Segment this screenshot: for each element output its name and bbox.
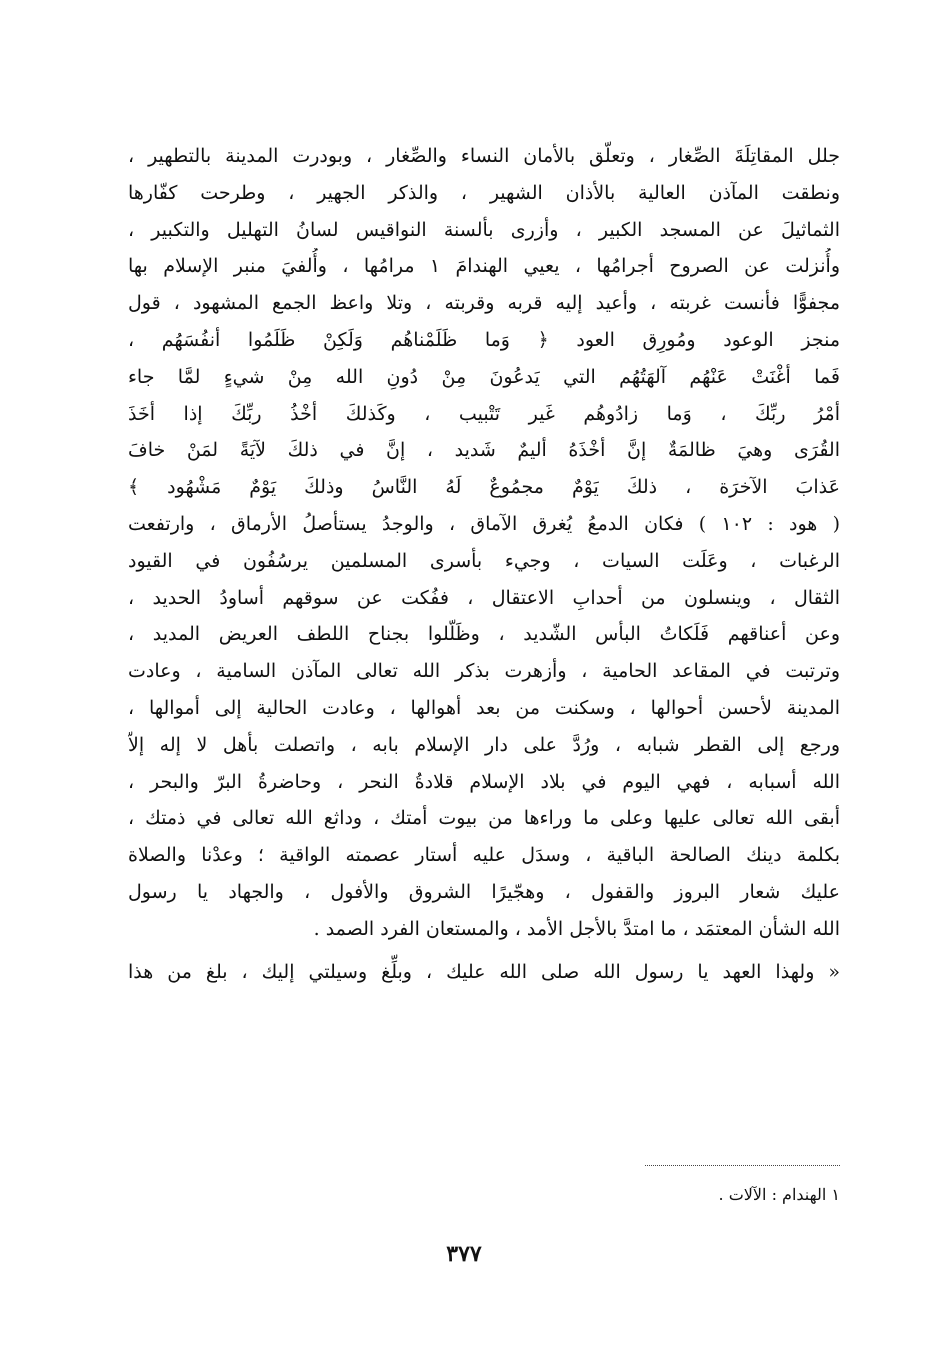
text-line: المدينة لأحسن أحوالها ، وسكنت من بعد أهوالها ، وعادت الحالية إلى أموالها ، (128, 696, 840, 719)
text-line: عَذابَ الآخرَة ، ذلكَ يَوْمٌ مجمُوعٌ لَهُ النَّاسُ وذلكَ يَوْمٌ مَشْهُود ﴾ (128, 476, 840, 499)
text-line: جلل المقاتِلَةَ الصِّغار ، وتعلّق بالأمان النساء والصِّغار ، وبودرت المدينة بالتطهير ، (128, 145, 840, 167)
body-text (128, 138, 840, 990)
text-line: الرغبات ، وعَلَت السيات ، وجيء بأسرى المسلمين يرسُفُون في القيود (128, 549, 840, 572)
text-line: وترتبت في المقاعد الحامية ، وأزهرت بذكر الله تعالى المآذن السامية ، وعادت (128, 660, 840, 683)
text-line: وعن أعناقهم فَلَكاتُ البأس الشّديد ، وظَلّلوا بجناح اللطف العريض المديد ، (128, 623, 840, 646)
text-line: الثماثيلَ عن المسجد الكبير ، وأزرى بألسنة النواقيس لسانُ التهليل والتكبير ، (128, 218, 840, 241)
text-line: الله أسبابه ، فهي اليوم في بلاد الإسلام قلادةُ النحر ، وحاضرةُ البرّ والبحر ، (128, 770, 840, 793)
text-line: منجز الوعود ومُورِق العود ﴿ وَما ظَلَمْناهُم وَلَكِنْ ظَلَمُوا أنفُسَهُم ، (128, 328, 840, 351)
text-line: أبقى الله تعالى عليها وعلى ما وراءها من بيوت أمتك ، وداثع الله تعالى في ذمتك ، (128, 807, 840, 830)
text-line: ( هود : ١٠٢ ) فكان الدمعُ يُغرق الآماق ، والوجدُ يستأصلُ الأرماق ، وارتفعت (128, 512, 840, 535)
text-line: عليك شعار البروز والقفول ، وهجّيرًا الشروق والأفول ، والجهاد يا رسول (128, 880, 840, 903)
text-line: أمْرُ ربِّكَ ، وَما زادُوهُم غَير تَتْبيب ، وكَذلكَ أخْذُ ربِّكَ إذا أخَذَ (128, 402, 840, 425)
text-line: الثقال ، وينسلون من أحدابِ الاعتقال ، ففُكت عن سوقهم أساودُ الحديد ، (128, 586, 840, 609)
text-line: بكلمة دينك الصالحة الباقية ، وسدَل عليه أستار عصمته الواقية ؛ وعدْنا والصلاة (128, 844, 840, 867)
text-line: ونطقت المآذن العالية بالأذان الشهير ، والذكر الجهير ، وطرحت كفّارها (128, 181, 840, 204)
footnote: ١ الهندام : الآلات . (718, 1185, 840, 1204)
text-line: « ولهذا العهد يا رسول الله صلى الله عليك ، وبلِّغ وسيلتي إليك ، بلغ من هذا (128, 960, 840, 983)
text-line: فَما أغْنَتْ عَنْهُم آلهَتُهُم التي يَدعُونَ مِنْ دُونِ الله مِنْ شيءٍ لمَّا جاء (128, 365, 840, 388)
text-line: مجفوًّا فأنست غربته ، وأعيد إليه قربه وقربته ، وتلا واعظ الجمع المشهود ، قول (128, 292, 840, 315)
page-number: ٣٧٧ (446, 1241, 482, 1267)
text-line: ورجع إلى القطر شبابه ، ورُدَّ على دار الإسلام بابه ، واتصلت بأهل لا إله إلاّ (128, 733, 840, 756)
text-line: وأُنزلت عن الصروح أجرامُها ، يعيي الهندامَ ١ مرامُها ، وأُلفيَ منبر الإسلام بها (128, 255, 840, 278)
footnote-separator (645, 1165, 840, 1166)
text-line: الله الشأن المعتمَد ، ما امتدَّ بالأجل الأمد ، والمستعان الفرد الصمد . (313, 917, 840, 940)
text-line: القُرَى وهيَ ظالمَةٌ إنَّ أخْذَهُ أليمٌ شَديد ، إنَّ في ذلكَ لآيَةً لمَنْ خافَ (128, 439, 840, 462)
